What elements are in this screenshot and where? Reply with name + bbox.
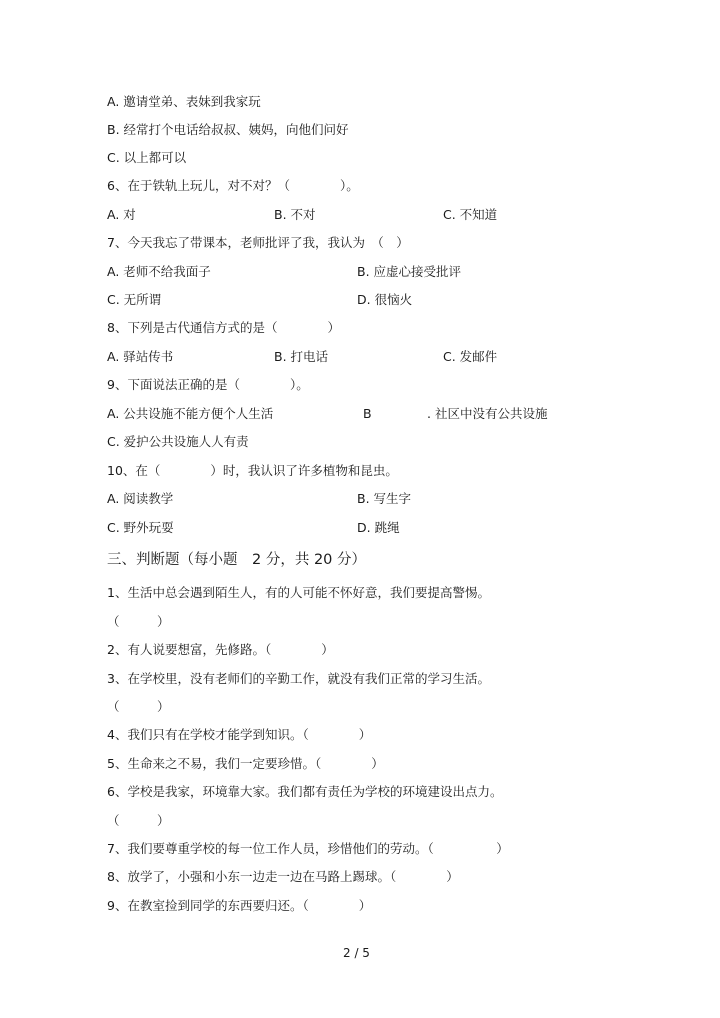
q10-option-b: B. 写生字 (357, 491, 412, 506)
q5-option-a: A. 邀请堂弟、表妹到我家玩 (107, 94, 261, 109)
tf-question-5: 5、生命来之不易，我们一定要珍惜。（ ） (107, 756, 384, 771)
tf-question-2: 2、有人说要想富，先修路。（ ） (107, 642, 334, 657)
tf-question-9: 9、在教室捡到同学的东西要归还。（ ） (107, 898, 372, 913)
tf-question-8: 8、放学了，小强和小东一边走一边在马路上踢球。（ ） (107, 869, 459, 884)
question-9: 9、下面说法正确的是（ ）。 (107, 377, 309, 392)
q10-option-a: A. 阅读教学 (107, 491, 174, 506)
tf-question-1-blank: （ ） (107, 614, 170, 629)
tf-question-6-blank: （ ） (107, 813, 170, 828)
q6-option-c: C. 不知道 (443, 207, 498, 222)
question-10: 10、在（ ）时，我认识了许多植物和昆虫。 (107, 463, 398, 478)
tf-question-1: 1、生活中总会遇到陌生人，有的人可能不怀好意，我们要提高警惕。 (107, 585, 490, 600)
q8-option-c: C. 发邮件 (443, 349, 498, 364)
question-6: 6、在于铁轨上玩儿，对不对？（ ）。 (107, 178, 359, 193)
q10-option-c: C. 野外玩耍 (107, 520, 174, 535)
q10-option-d: D. 跳绳 (357, 520, 400, 535)
q9-option-b-letter: B (363, 406, 372, 421)
question-7: 7、今天我忘了带课本，老师批评了我，我认为 （ ） (107, 235, 409, 250)
q5-option-c: C. 以上都可以 (107, 150, 187, 165)
tf-question-3: 3、在学校里，没有老师们的辛勤工作，就没有我们正常的学习生活。 (107, 671, 490, 686)
q9-option-a: A. 公共设施不能方便个人生活 (107, 406, 274, 421)
section-title-true-false: 三、判断题（每小题 2 分，共 20 分） (107, 552, 367, 568)
tf-question-7: 7、我们要尊重学校的每一位工作人员，珍惜他们的劳动。（ ） (107, 841, 509, 856)
q9-option-b-text: . 社区中没有公共设施 (427, 406, 548, 421)
q7-option-b: B. 应虚心接受批评 (357, 264, 462, 279)
q7-option-d: D. 很恼火 (357, 292, 413, 307)
tf-question-3-blank: （ ） (107, 699, 170, 714)
q8-option-b: B. 打电话 (274, 349, 329, 364)
q8-option-a: A. 驿站传书 (107, 349, 174, 364)
q7-option-c: C. 无所谓 (107, 292, 162, 307)
q6-option-a: A. 对 (107, 207, 136, 222)
tf-question-4: 4、我们只有在学校才能学到知识。（ ） (107, 727, 372, 742)
q7-option-a: A. 老师不给我面子 (107, 264, 211, 279)
page-number: 2 / 5 (343, 946, 370, 960)
question-8: 8、下列是古代通信方式的是（ ） (107, 320, 340, 335)
q6-option-b: B. 不对 (274, 207, 316, 222)
q5-option-b: B. 经常打个电话给叔叔、姨妈，向他们问好 (107, 122, 349, 137)
q9-option-c: C. 爱护公共设施人人有责 (107, 434, 249, 449)
tf-question-6: 6、学校是我家，环境靠大家。我们都有责任为学校的环境建设出点力。 (107, 784, 503, 799)
